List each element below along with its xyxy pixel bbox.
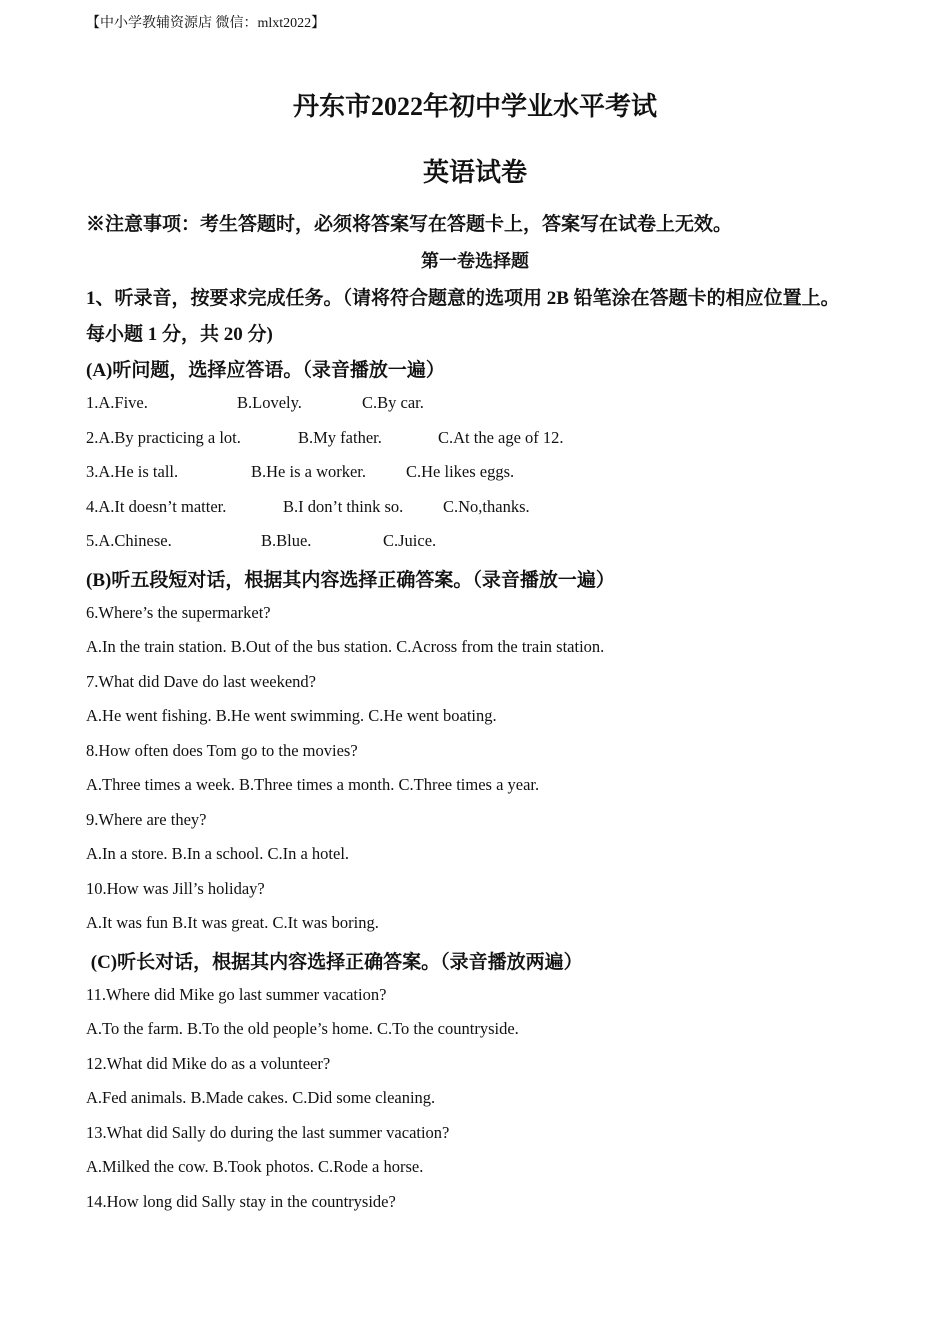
partA-row-2 [86,428,564,448]
question-12: 12.What did Mike do as a volunteer? [86,1054,331,1073]
question-8-options: A.Three times a week. B.Three times a month. C.Three times a year. [86,775,540,794]
question-9: 9.Where are they? [86,810,207,829]
partC-heading: (C)听长对话，根据其内容选择正确答案。（录音播放两遍） [86,952,583,973]
exam-subtitle: 英语试卷 [422,158,527,187]
partA-heading: (A)听问题，选择应答语。（录音播放一遍） [86,360,445,381]
question-10-options: A.It was fun B.It was great. C.It was boring. [86,913,379,932]
option-a: 1.A.Five. [86,393,148,412]
question-6-options: A.In the train station. B.Out of the bus station. C.Across from the train station. [86,637,605,656]
question-7-options: A.He went fishing. B.He went swimming. C.He went boating. [86,706,497,725]
option-b: B.He is a worker. [251,462,367,481]
partA-row-1 [86,393,424,413]
notice: ※注意事项：考生答题时，必须将答案写在答题卡上，答案写在试卷上无效。 [86,214,733,235]
question-9-options: A.In a store. B.In a school. C.In a hotel. [86,844,350,863]
partA-row-5 [86,531,436,551]
question-13: 13.What did Sally do during the last summer vacation? [86,1123,450,1142]
header-note: 【中小学教辅资源店 微信：mlxt2022】 [86,16,326,31]
option-a: 3.A.He is tall. [86,462,179,481]
exam-title: 丹东市2022年初中学业水平考试 [292,92,657,121]
option-a: 4.A.It doesn’t matter. [86,497,227,516]
question-6: 6.Where’s the supermarket? [86,603,271,622]
option-c: C.Juice. [383,531,437,550]
option-c: C.No,thanks. [443,497,530,516]
partA-row-4 [86,497,530,517]
section1-instruction-line1: 1、听录音，按要求完成任务。（请将符合题意的选项用 2B 铅笔涂在答题卡的相应位置上。 [86,288,840,309]
option-a: 5.A.Chinese. [86,531,172,550]
option-b: B.I don’t think so. [283,497,404,516]
question-13-options: A.Milked the cow. B.Took photos. C.Rode a horse. [86,1157,424,1176]
partB-heading: (B)听五段短对话，根据其内容选择正确答案。（录音播放一遍） [86,570,615,591]
question-12-options: A.Fed animals. B.Made cakes. C.Did some cleaning. [86,1088,436,1107]
option-b: B.My father. [298,428,382,447]
question-11: 11.Where did Mike go last summer vacation? [86,985,387,1004]
option-b: B.Lovely. [237,393,302,412]
option-a: 2.A.By practicing a lot. [86,428,241,447]
option-c: C.By car. [362,393,424,412]
question-7: 7.What did Dave do last weekend? [86,672,317,691]
option-c: C.At the age of 12. [438,428,564,447]
section1-instruction-line2: 每小题 1 分，共 20 分) [86,324,273,345]
option-c: C.He likes eggs. [406,462,515,481]
partA-row-3 [86,462,514,482]
question-8: 8.How often does Tom go to the movies? [86,741,358,760]
question-10: 10.How was Jill’s holiday? [86,879,265,898]
question-14: 14.How long did Sally stay in the countryside? [86,1192,396,1211]
part-title: 第一卷选择题 [421,251,529,271]
option-b: B.Blue. [261,531,312,550]
question-11-options: A.To the farm. B.To the old people’s home. C.To the countryside. [86,1019,519,1038]
